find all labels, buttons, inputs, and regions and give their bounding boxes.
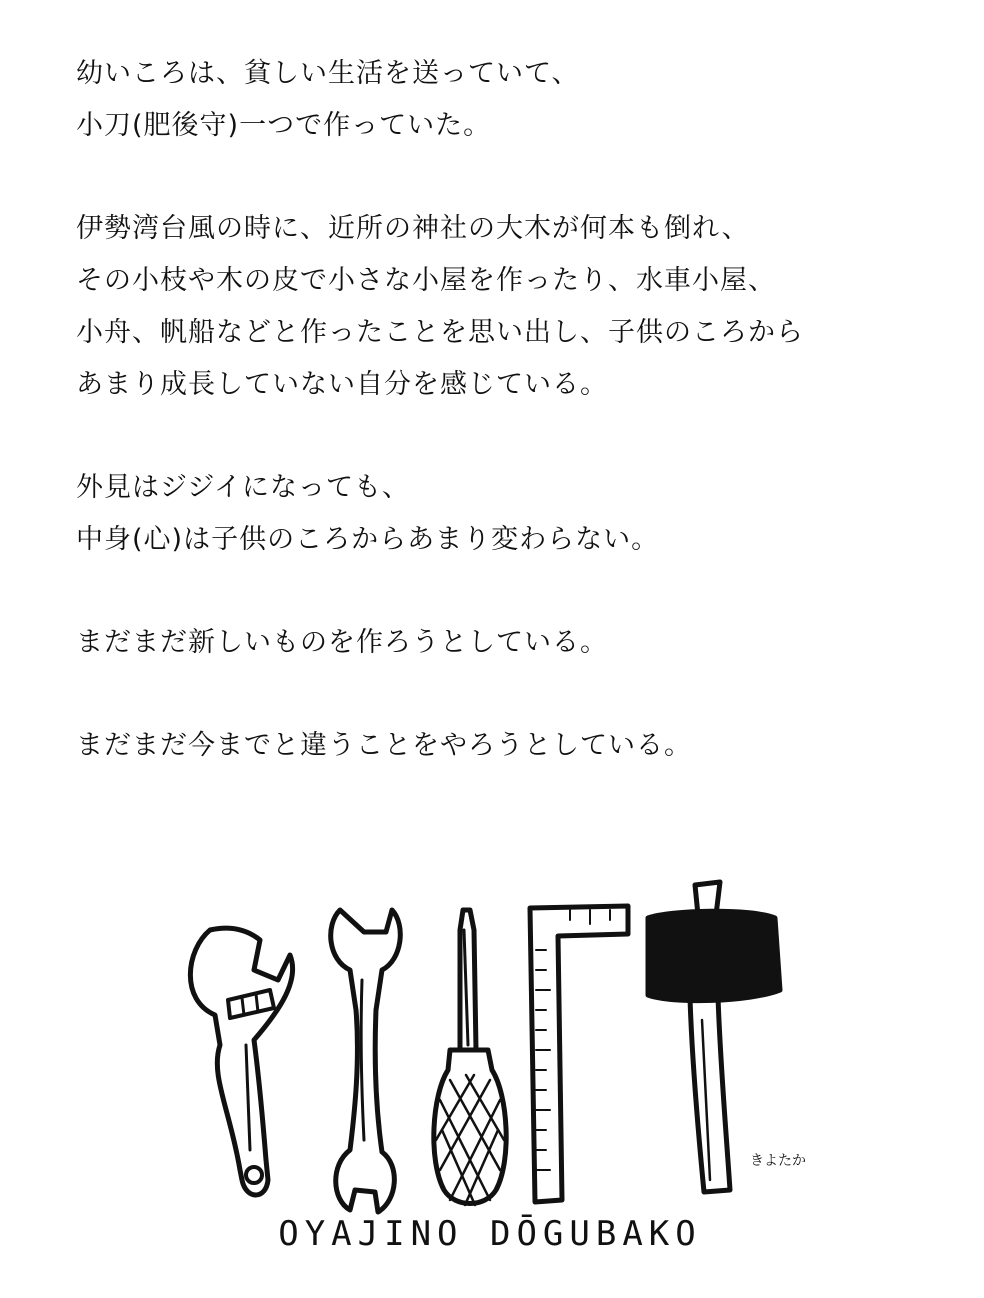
text-line: 中身(心)は子供のころからあまり変わらない。 [76,524,660,555]
text-line: まだまだ新しいものを作ろうとしている。 [76,627,608,658]
tools-illustration [150,870,830,1270]
carpenter-square-icon [530,906,628,1202]
illustration-title: OYAJINO DŌGUBAKO [278,1214,702,1254]
text-line: まだまだ今までと違うことをやろうとしている。 [76,730,692,761]
text-line: 伊勢湾台風の時に、近所の神社の大木が何本も倒れ、 [76,213,750,244]
paragraph-appearance [76,462,936,566]
text-line: 小舟、帆船などと作ったことを思い出し、子供のころから [76,317,804,348]
text-line: その小枝や木の皮で小さな小屋を作ったり、水車小屋、 [76,265,776,296]
text-line: 外見はジジイになっても、 [76,472,410,503]
open-end-wrench-icon [331,910,401,1212]
essay-text [76,48,936,823]
paragraph-different-things [76,720,936,772]
mallet-icon [648,882,780,1192]
paragraph-new-things [76,617,936,669]
text-line: 小刀(肥後守)一つで作っていた。 [76,110,492,141]
screwdriver-icon [434,910,506,1205]
paragraph-childhood [76,48,936,152]
paragraph-typhoon [76,203,936,411]
adjustable-wrench-icon [190,928,292,1195]
text-line: あまり成長していない自分を感じている。 [76,369,608,400]
text-line: 幼いころは、貧しい生活を送っていて、 [76,58,580,89]
signature: きよたか [750,1153,806,1169]
